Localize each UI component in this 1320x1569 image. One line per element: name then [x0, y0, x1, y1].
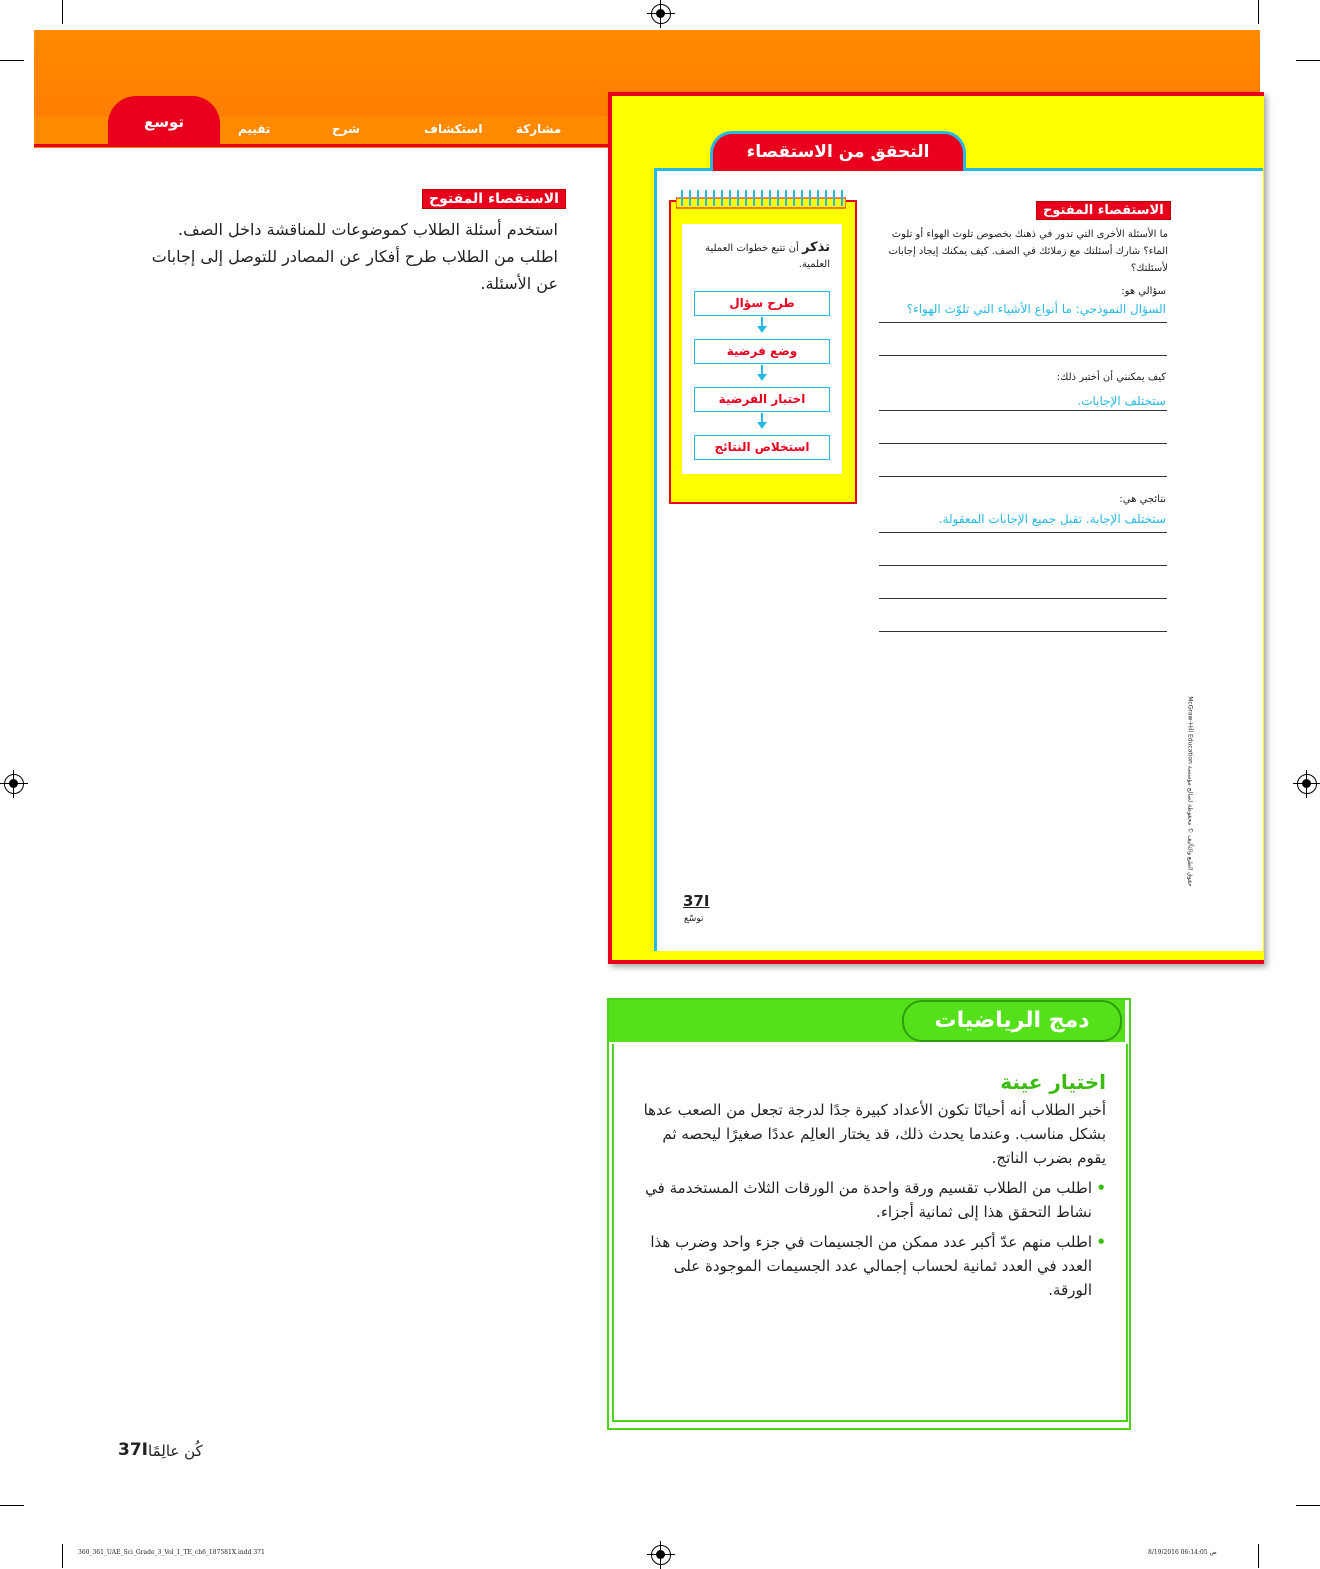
write-line: [879, 598, 1167, 599]
flow-arrow-icon: [757, 365, 767, 381]
inquiry-prompt: ما الأسئلة الأخرى التي تدور في ذهنك بخصوص تلوث الهواء أو تلوث الماء؟ شارك أسئلتك مع زملائك في الصف. كيف يمكنك إيجاد إجابات لأسئلتك؟: [888, 229, 1168, 274]
results-answer: ستختلف الإجابة. تقبل جميع الإجابات المعقولة.: [938, 512, 1166, 526]
bullet-text: اطلب منهم عدّ أكبر عدد ممكن من الجسيمات في جزء واحد وضرب هذا العدد في العدد ثمانية لحساب إجمالي عدد الجسيمات الموجودة على الورقة.: [650, 1233, 1092, 1299]
test-method-label: كيف يمكنني أن أختبر ذلك:: [1056, 372, 1166, 383]
write-line: [879, 476, 1167, 477]
list-item: [630, 1230, 1106, 1302]
file-slug: 360_361_UAE_Sci_Grade_3_Vol_1_TE_ch6_187581X.indd 371: [78, 1549, 265, 1556]
bullet-icon: •: [1096, 1233, 1106, 1251]
flow-step-conclusions: استخلاص النتائج: [694, 435, 830, 460]
results-label: نتائجي هي:: [1119, 494, 1166, 505]
unit-title: كُن عالِمًا: [148, 1442, 203, 1460]
crop-mark: [62, 0, 63, 24]
flow-step-hypothesis: وضع فرضية: [694, 339, 830, 364]
panel-page-number: 37I: [683, 892, 710, 910]
bullet-icon: •: [1096, 1179, 1106, 1197]
crop-mark: [62, 1544, 63, 1568]
flow-step-ask-question: طرح سؤال: [694, 291, 830, 316]
tab-explore[interactable]: استكشاف: [424, 122, 483, 136]
crop-mark: [0, 1505, 24, 1506]
open-inquiry-text: استخدم أسئلة الطلاب كموضوعات للمناقشة داخل الصف. اطلب من الطلاب طرح أفكار عن المصادر للتوصل إلى إجابات عن الأسئلة.: [151, 220, 558, 293]
copyright-notice: حقوق الطبع والتأليف © محفوظة لصالح مؤسسة McGraw-Hill Education: [1186, 696, 1194, 887]
notebook-reminder: [690, 240, 830, 273]
test-method-answer: ستختلف الإجابات.: [1077, 394, 1166, 408]
spiral-binding-icon: [676, 186, 846, 214]
write-line: [879, 565, 1167, 566]
registration-mark-icon: [1297, 774, 1317, 794]
list-item: [630, 1176, 1106, 1224]
tab-evaluate[interactable]: تقييم: [238, 122, 271, 136]
crop-mark: [1258, 0, 1259, 24]
write-line: [879, 322, 1167, 323]
registration-mark-icon: [4, 774, 24, 794]
panel-page-subtitle: توسّع: [684, 914, 704, 924]
math-heading: اختيار عينة: [1000, 1070, 1106, 1094]
math-content: [630, 1070, 1106, 1308]
crop-mark: [1258, 1544, 1259, 1568]
math-bullet-list: [630, 1176, 1106, 1302]
print-timestamp: 8/19/2016 06:14:05 ص: [1148, 1549, 1217, 1556]
flow-step-test: اختبار الفرضية: [694, 387, 830, 412]
page-number: 37I: [118, 1440, 148, 1460]
flow-arrow-icon: [757, 413, 767, 429]
write-line: [879, 355, 1167, 356]
registration-mark-icon: [651, 1545, 671, 1565]
write-line: [879, 443, 1167, 444]
inquiry-check-title: التحقق من الاستقصاء: [710, 131, 966, 171]
math-paragraph: أخبر الطلاب أنه أحيانًا تكون الأعداد كبيرة جدًا لدرجة تجعل من الصعب عدها بشكل مناسب. وعندما يحدث ذلك، قد يختار العالِم عددًا صغيرًا ليحصه ثم يقوم بضرب الناتج.: [643, 1101, 1106, 1167]
reminder-bold: تذكر: [801, 240, 830, 255]
write-line: [879, 532, 1167, 533]
flow-arrow-icon: [757, 317, 767, 333]
bullet-text: اطلب من الطلاب تقسيم ورقة واحدة من الورقات الثلاث المستخدمة في نشاط التحقق هذا إلى ثمانية أجزاء.: [645, 1179, 1092, 1221]
crop-mark: [0, 60, 24, 61]
write-line: [879, 631, 1167, 632]
check-open-inquiry-label: الاستقصاء المفتوح: [1036, 201, 1171, 220]
math-title: دمج الرياضيات: [902, 1000, 1122, 1042]
question-label: سؤالي هو:: [1121, 286, 1166, 297]
write-line: [879, 410, 1167, 411]
sample-question-answer: السؤال النموذجي: ما أنواع الأشياء التي تلوّث الهواء؟: [906, 302, 1166, 316]
crop-mark: [1296, 1505, 1320, 1506]
registration-mark-icon: [651, 4, 671, 24]
tab-expand-active[interactable]: توسع: [108, 96, 220, 144]
tab-engage[interactable]: مشاركة: [516, 122, 562, 136]
tab-explain[interactable]: شرح: [332, 122, 360, 136]
crop-mark: [1296, 60, 1320, 61]
reminder-text: أن تتبع خطوات العملية العلمية.: [705, 243, 830, 270]
open-inquiry-label: الاستقصاء المفتوح: [422, 189, 566, 209]
